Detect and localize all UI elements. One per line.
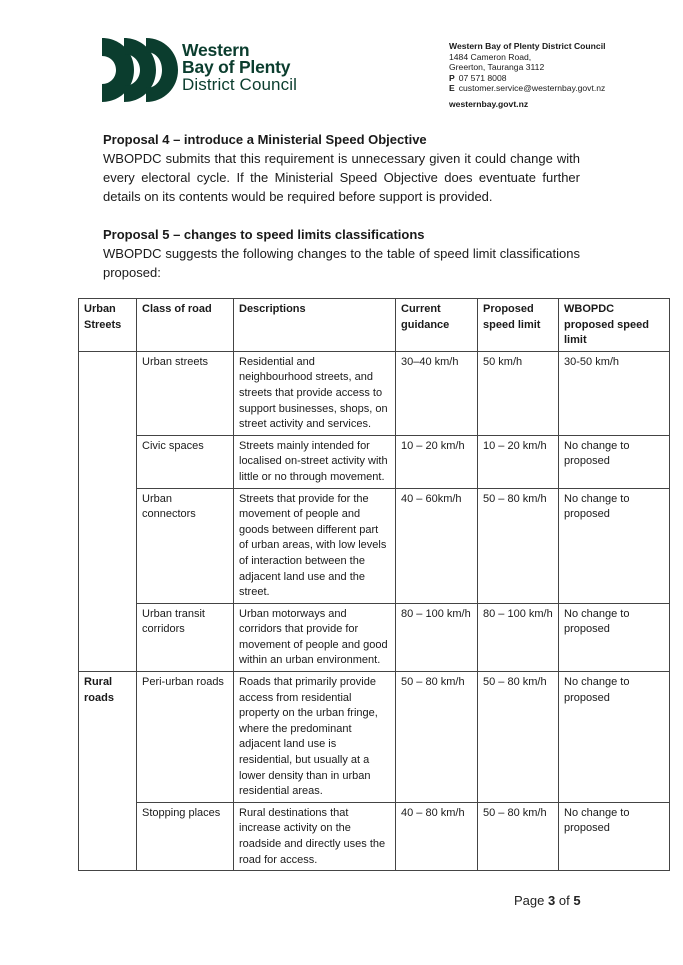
contact-email-row [449, 83, 605, 94]
council-logo-mark-icon [102, 38, 178, 102]
header-current-guidance: Current guidance [396, 299, 478, 352]
header-descriptions: Descriptions [234, 299, 396, 352]
current-cell: 50 – 80 km/h [396, 672, 478, 803]
table-row [79, 802, 670, 870]
header-urban-streets: Urban Streets [79, 299, 137, 352]
proposal-5-section [103, 225, 580, 282]
proposed-cell: 50 – 80 km/h [478, 488, 559, 603]
class-cell: Urban transit corridors [137, 603, 234, 671]
wbopdc-cell: No change to proposed [559, 435, 670, 488]
header-wbopdc-proposed: WBOPDC proposed speed limit [559, 299, 670, 352]
table-row [79, 603, 670, 671]
table-header-row [79, 299, 670, 352]
phone-label: P [449, 72, 455, 83]
description-cell: Roads that primarily provide access from residential property on the urban fringe, where the predominant adjacent land use is residential, but usually at a lower density than in urban residential areas. [234, 672, 396, 803]
proposed-cell: 10 – 20 km/h [478, 435, 559, 488]
table-row [79, 351, 670, 435]
header-class-of-road: Class of road [137, 299, 234, 352]
group-cell-rural: Rural roads [79, 672, 137, 871]
contact-block [449, 41, 605, 110]
page-total: 5 [573, 893, 581, 908]
logo-line-bay-of-plenty: Bay of Plenty [182, 57, 291, 77]
page-number [514, 893, 581, 908]
wbopdc-cell: No change to proposed [559, 603, 670, 671]
class-cell: Urban streets [137, 351, 234, 435]
current-cell: 30–40 km/h [396, 351, 478, 435]
contact-website[interactable]: westernbay.govt.nz [449, 98, 529, 109]
wbopdc-cell: No change to proposed [559, 672, 670, 803]
header-proposed-speed-limit: Proposed speed limit [478, 299, 559, 352]
table-row [79, 488, 670, 603]
description-cell: Rural destinations that increase activity on the roadside and directly uses the road for access. [234, 802, 396, 870]
speed-limit-table [78, 298, 670, 871]
current-cell: 40 – 80 km/h [396, 802, 478, 870]
table-row [79, 672, 670, 803]
council-logo [102, 38, 302, 102]
description-cell: Streets that provide for the movement of people and goods between different part of urban areas, with low levels of interaction between the adjacent land use and the street. [234, 488, 396, 603]
proposed-cell: 50 – 80 km/h [478, 672, 559, 803]
proposal-4-body: WBOPDC submits that this requirement is unnecessary given it could change with every electoral cycle. If the Ministerial Speed Objective does eventuate further details on its contents would be required before support is provided. [103, 151, 580, 205]
description-cell: Residential and neighbourhood streets, and streets that provide access to support businesses, shops, on street activity and services. [234, 351, 396, 435]
wbopdc-cell: No change to proposed [559, 802, 670, 870]
page-current: 3 [548, 893, 556, 908]
class-cell: Stopping places [137, 802, 234, 870]
proposal-5-body: WBOPDC suggests the following changes to the table of speed limit classifications proposed: [103, 246, 580, 281]
contact-phone: 07 571 8008 [458, 72, 507, 83]
page-word: Page [514, 893, 545, 908]
council-logo-text [182, 42, 297, 93]
proposal-4-section [103, 130, 580, 207]
description-cell: Urban motorways and corridors that provide for movement of people and good within an urban environment. [234, 603, 396, 671]
contact-org: Western Bay of Plenty District Council [449, 41, 606, 51]
contact-phone-row [449, 73, 605, 84]
class-cell: Civic spaces [137, 435, 234, 488]
current-cell: 40 – 60km/h [396, 488, 478, 603]
group-cell-urban [79, 351, 137, 671]
email-label: E [449, 83, 455, 94]
wbopdc-cell: No change to proposed [559, 488, 670, 603]
proposed-cell: 50 – 80 km/h [478, 802, 559, 870]
current-cell: 80 – 100 km/h [396, 603, 478, 671]
proposal-4-heading: Proposal 4 – introduce a Ministerial Speed Objective [103, 132, 427, 147]
class-cell: Urban connectors [137, 488, 234, 603]
of-word: of [558, 893, 570, 908]
contact-email[interactable]: customer.service@westernbay.govt.nz [458, 83, 606, 94]
logo-line-district-council: District Council [182, 75, 297, 94]
logo-line-western: Western [182, 40, 250, 60]
contact-address-line-1: 1484 Cameron Road, [449, 51, 532, 62]
contact-address-line-2: Greerton, Tauranga 3112 [449, 62, 545, 73]
current-cell: 10 – 20 km/h [396, 435, 478, 488]
proposed-cell: 80 – 100 km/h [478, 603, 559, 671]
description-cell: Streets mainly intended for localised on-street activity with little or no through movement. [234, 435, 396, 488]
wbopdc-cell: 30-50 km/h [559, 351, 670, 435]
table-row [79, 435, 670, 488]
proposed-cell: 50 km/h [478, 351, 559, 435]
class-cell: Peri-urban roads [137, 672, 234, 803]
proposal-5-heading: Proposal 5 – changes to speed limits classifications [103, 227, 425, 242]
